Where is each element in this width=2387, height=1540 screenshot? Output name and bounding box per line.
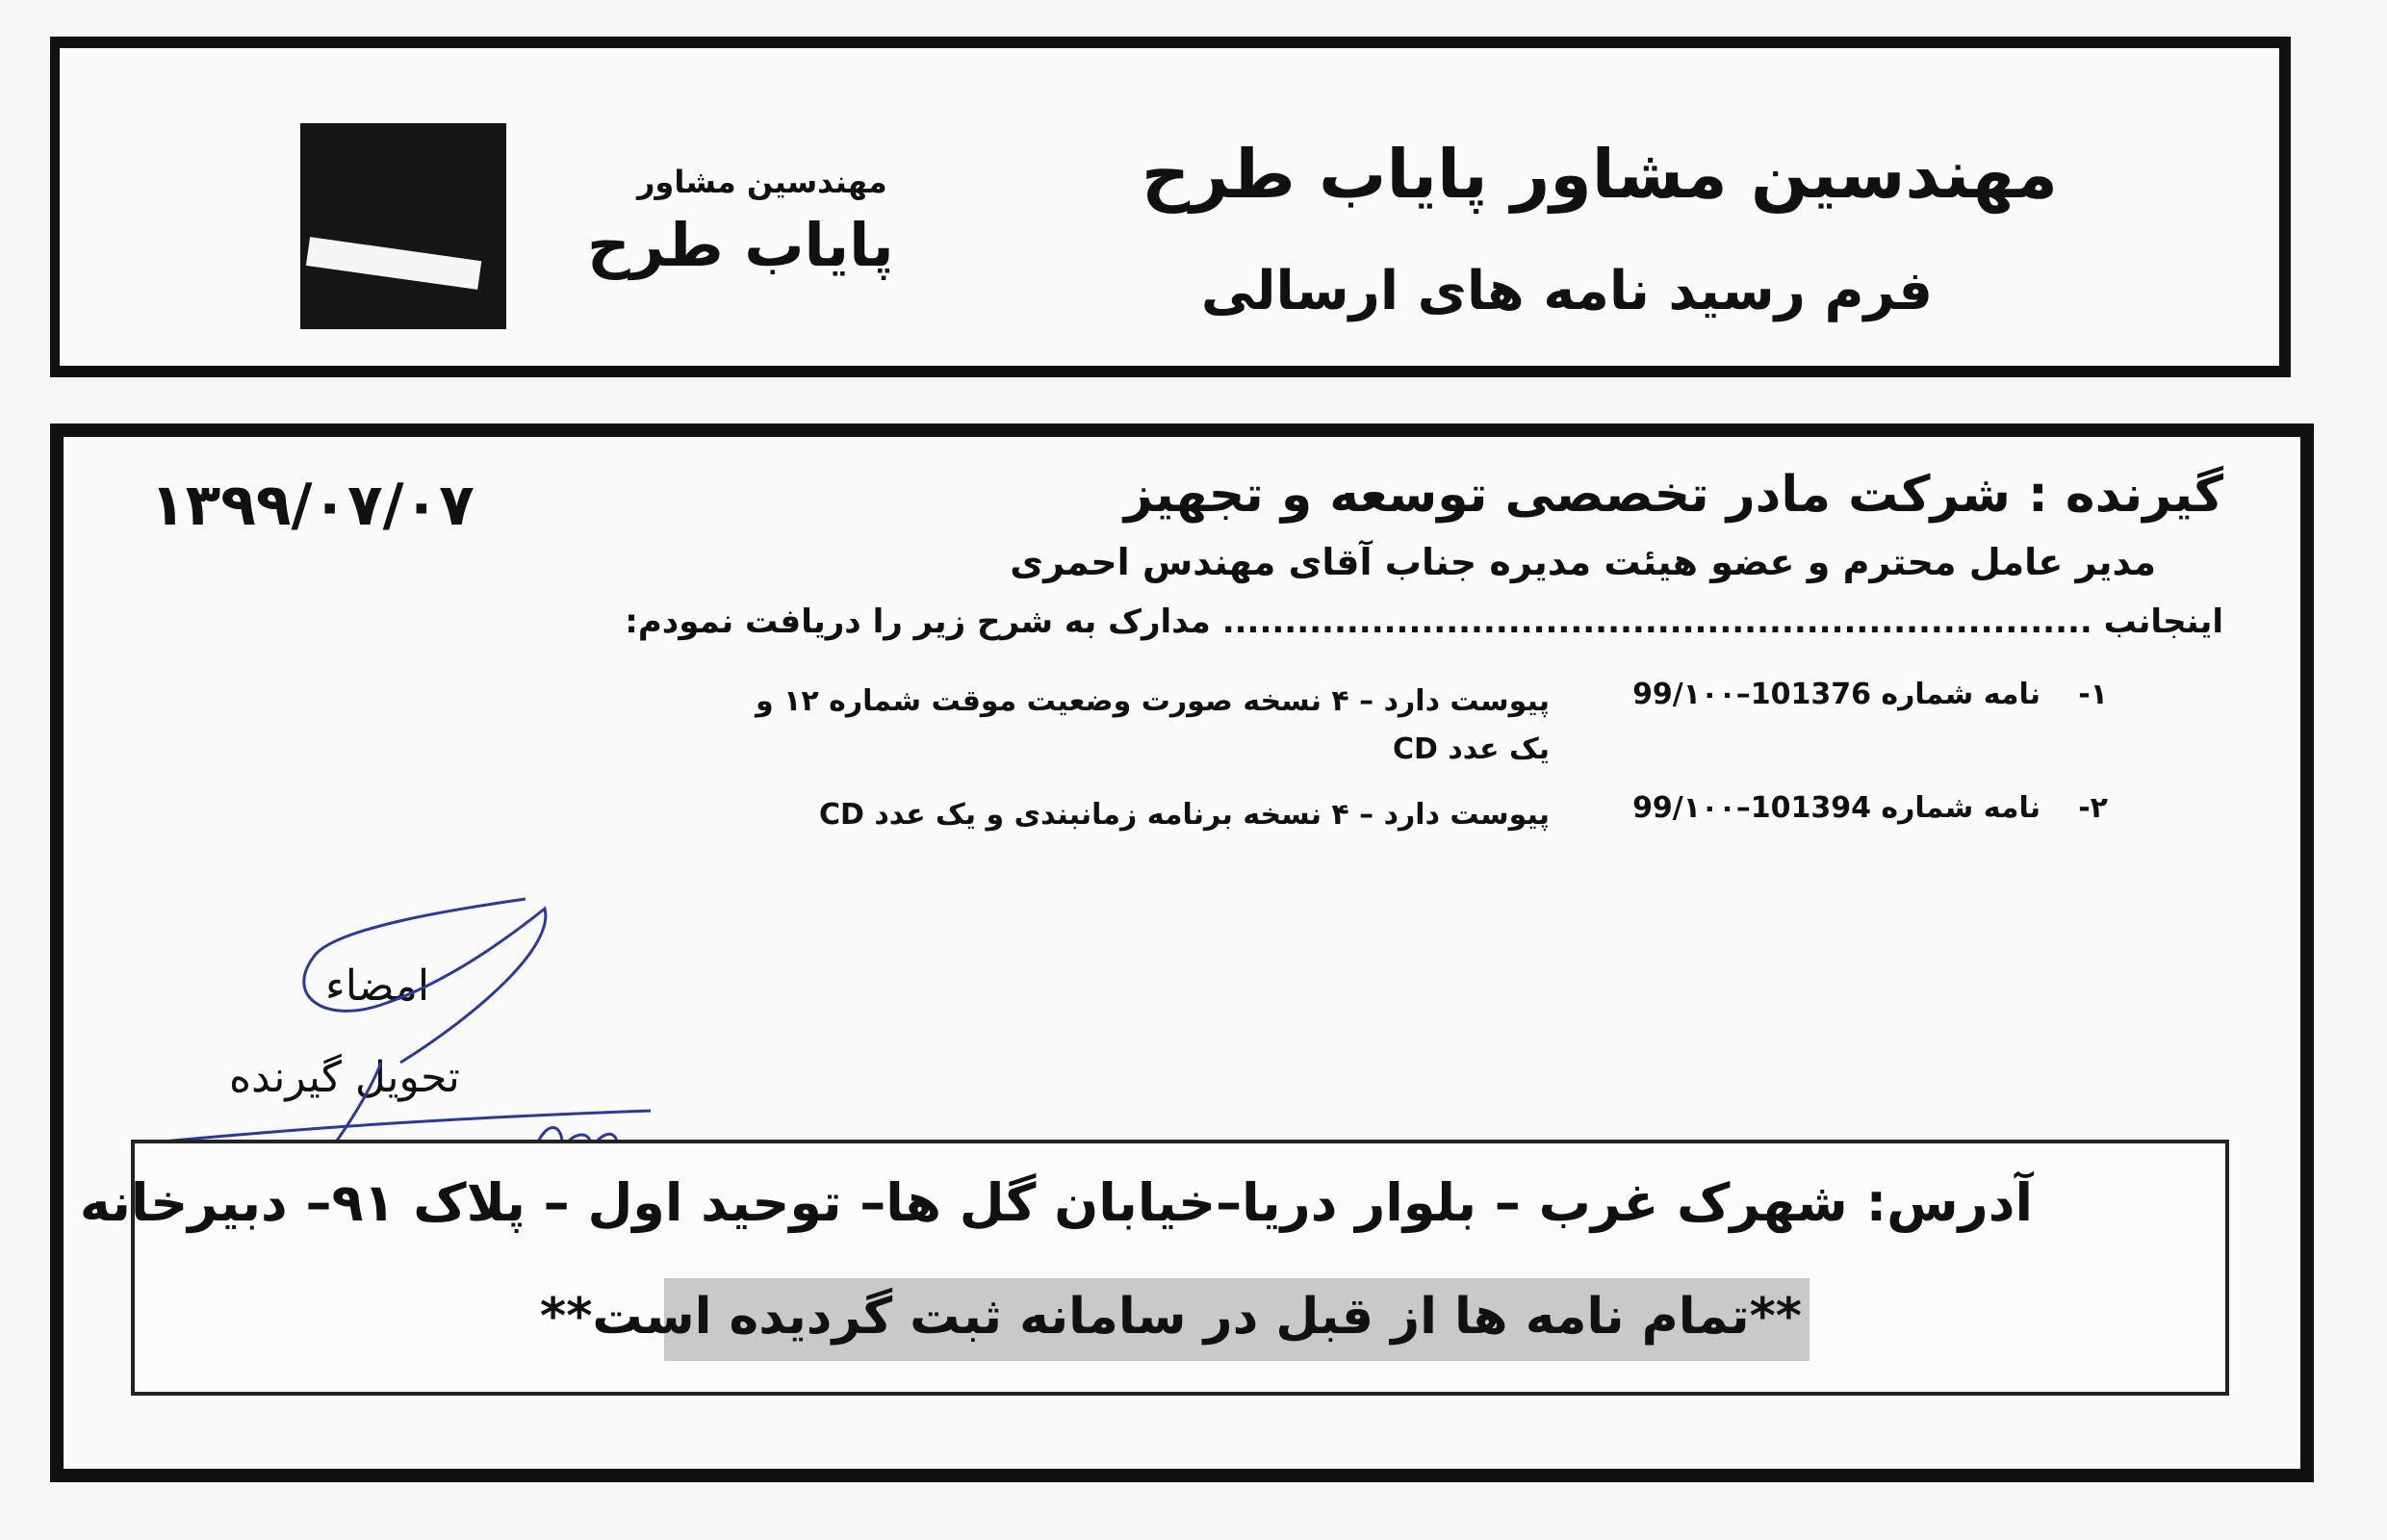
body-box [50,424,2314,1482]
note-band [540,1278,1810,1361]
date: ۱۳۹۹/۰۷/۰۷ [150,472,475,539]
item-letter-number: نامه شماره 101394–99/۱۰۰ [1632,791,2040,825]
sign-label: امضاء [325,962,430,1011]
letters-list [279,678,2108,905]
address-text: آدرس: شهرک غرب – بلوار دریا–خیابان گل ها– توحید اول – پلاک ۹۱– دبیرخانه [79,1172,2033,1233]
list-item [279,678,2108,791]
item-description: پیوست دارد – ۴ نسخه صورت وضعیت موقت شماره ۱۲ و یک عدد CD [755,684,1550,766]
logo-stroke [306,237,481,290]
list-item [279,791,2108,905]
delivery-label: تحویل گیرنده [229,1053,460,1102]
logo-small-text: مهندسین مشاور [637,164,887,200]
company-logo [300,123,506,329]
address-box [79,1140,2229,1396]
director-line: مدیر عامل محترم و عضو هیئت مدیره جناب آقای مهندس احمری [1010,541,2156,583]
item-letter-number: نامه شماره 101376–99/۱۰۰ [1632,678,2040,711]
form-title: فرم رسید نامه های ارسالی [1200,260,1933,322]
note-text: **تمام نامه ها از قبل در سامانه ثبت گردیده است** [540,1288,1802,1346]
item-number: -۲ [2078,791,2108,825]
item-description: پیوست دارد – ۴ نسخه برنامه زمانبندی و یک عدد CD [819,798,1550,832]
company-title: مهندسین مشاور پایاب طرح [1141,135,2058,214]
receipt-line: اینجانب ...................................................................... مدارک به شرح زیر را دریافت نمودم: [625,603,2223,641]
logo-main-text: پایاب طرح [587,210,894,280]
item-number: -۱ [2078,678,2108,711]
recipient-line: گیرنده : شرکت مادر تخصصی توسعه و تجهیز [1123,466,2223,524]
header-box [50,37,2291,377]
